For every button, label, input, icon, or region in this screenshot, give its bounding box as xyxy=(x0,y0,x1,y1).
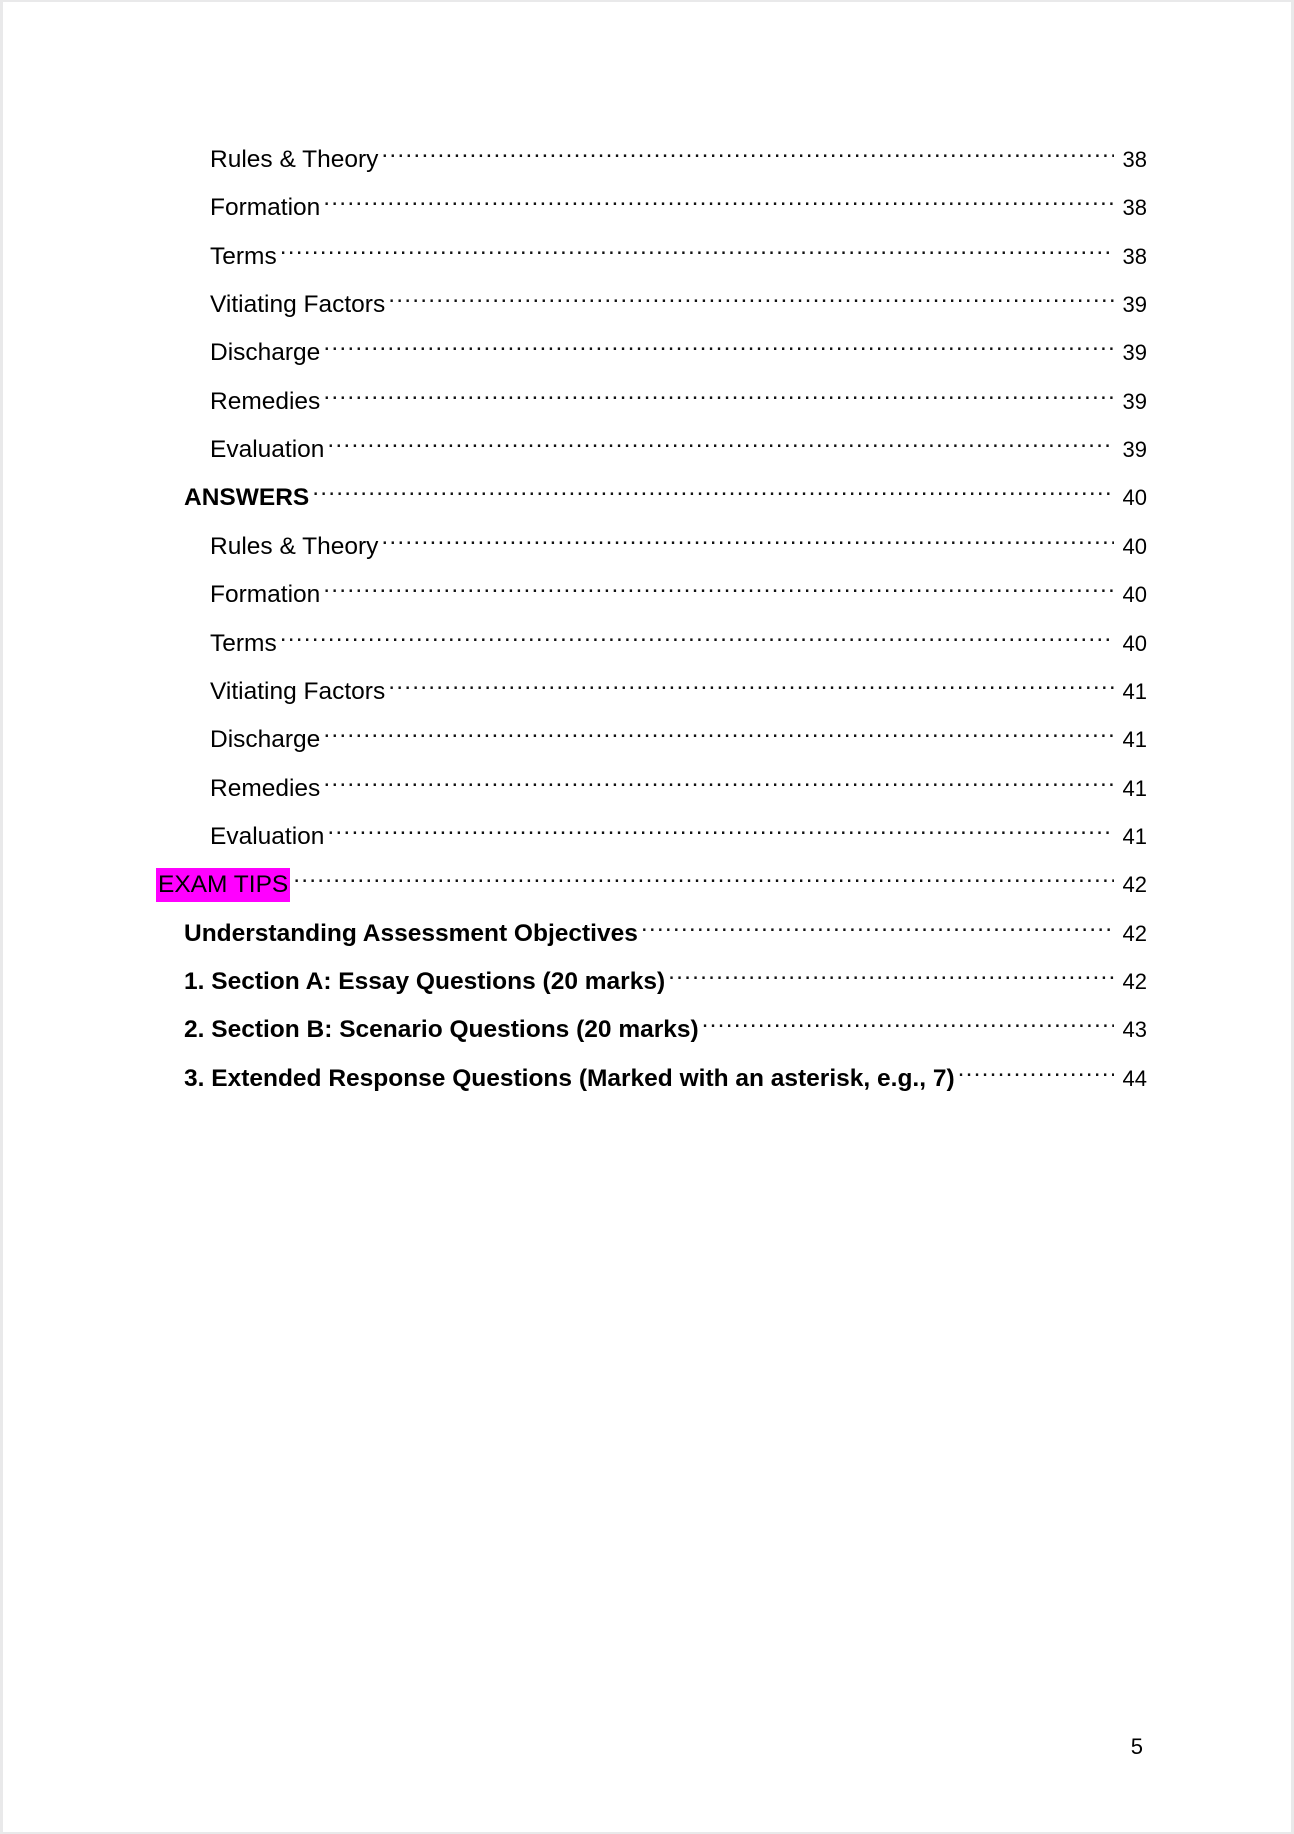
dot-leader xyxy=(381,133,1114,167)
dot-leader xyxy=(323,713,1114,747)
toc-entry-title: Formation xyxy=(210,194,321,222)
toc-entry[interactable] xyxy=(210,423,1147,464)
toc-entry-title: Rules & Theory xyxy=(210,532,379,560)
dot-leader xyxy=(958,1052,1114,1086)
document-page xyxy=(3,2,1291,1832)
dot-leader xyxy=(668,955,1114,989)
toc-entry-page-number: 41 xyxy=(1122,727,1147,753)
dot-leader xyxy=(323,181,1114,215)
toc-entry-page-number: 40 xyxy=(1122,630,1147,656)
toc-entry-title: Vitiating Factors xyxy=(210,291,386,319)
toc-entry-title: Discharge xyxy=(210,339,321,367)
toc-entry-title: Terms xyxy=(210,629,277,657)
toc-entry-page-number: 41 xyxy=(1122,823,1147,849)
toc-entry-title: Terms xyxy=(210,242,277,270)
toc-entry[interactable] xyxy=(210,326,1147,367)
dot-leader xyxy=(327,423,1114,457)
toc-entry-page-number: 41 xyxy=(1122,775,1147,801)
toc-entry-page-number: 38 xyxy=(1122,195,1147,221)
toc-entry-page-number: 44 xyxy=(1122,1065,1147,1091)
toc-entry[interactable] xyxy=(210,520,1147,560)
toc-entry[interactable] xyxy=(210,762,1147,802)
toc-entry-page-number: 42 xyxy=(1122,872,1147,898)
toc-entry-page-number: 38 xyxy=(1122,243,1147,269)
toc-entry-title: 1. Section A: Essay Questions (20 marks) xyxy=(184,967,666,995)
toc-entry-page-number: 39 xyxy=(1122,437,1147,463)
toc-entry-title: 2. Section B: Scenario Questions (20 marks) xyxy=(184,1016,699,1044)
toc-entry-title: 3. Extended Response Questions (Marked with an asterisk, e.g., 7) xyxy=(184,1064,955,1092)
toc-entry-title: Vitiating Factors xyxy=(210,677,386,705)
toc-entry-page-number: 40 xyxy=(1122,533,1147,559)
toc-entry-page-number: 39 xyxy=(1122,388,1147,414)
dot-leader xyxy=(280,617,1114,651)
toc-entry-title: Remedies xyxy=(210,774,321,802)
dot-leader xyxy=(323,375,1114,409)
dot-leader xyxy=(381,520,1114,554)
toc-entry[interactable] xyxy=(210,665,1147,705)
toc-entry[interactable] xyxy=(210,617,1147,657)
dot-leader xyxy=(388,665,1114,699)
toc-entry[interactable] xyxy=(210,375,1147,415)
toc-entry[interactable] xyxy=(210,278,1147,319)
toc-entry[interactable] xyxy=(210,133,1147,173)
toc-entry-page-number: 42 xyxy=(1122,968,1147,994)
toc-entry-page-number: 39 xyxy=(1122,292,1147,318)
dot-leader xyxy=(280,230,1114,264)
toc-entry-page-number: 41 xyxy=(1122,678,1147,704)
dot-leader xyxy=(323,568,1114,602)
dot-leader xyxy=(327,810,1114,844)
dot-leader xyxy=(312,471,1114,505)
toc-entry-page-number: 42 xyxy=(1122,920,1147,946)
toc-entry[interactable] xyxy=(184,907,1147,947)
toc-entry[interactable] xyxy=(184,1003,1147,1044)
toc-entry[interactable] xyxy=(156,858,1147,899)
toc-entry-title: EXAM TIPS xyxy=(156,868,290,902)
toc-entry-page-number: 38 xyxy=(1122,147,1147,172)
toc-entry-title: Discharge xyxy=(210,726,321,754)
toc-entry-title: Evaluation xyxy=(210,436,325,464)
toc-entry[interactable] xyxy=(184,471,1147,512)
footer-page-number: 5 xyxy=(1130,1734,1143,1759)
toc-entry-title: Evaluation xyxy=(210,822,325,850)
toc-entry-title: ANSWERS xyxy=(184,484,310,512)
dot-leader xyxy=(293,858,1114,892)
dot-leader xyxy=(388,278,1114,312)
toc-entry[interactable] xyxy=(210,230,1147,270)
toc-entry[interactable] xyxy=(210,568,1147,609)
dot-leader xyxy=(323,326,1114,360)
dot-leader xyxy=(323,762,1114,796)
dot-leader xyxy=(641,907,1114,941)
toc-entry-page-number: 40 xyxy=(1122,582,1147,608)
toc-entry-title: Understanding Assessment Objectives xyxy=(184,919,638,947)
toc-entry-title: Rules & Theory xyxy=(210,146,379,173)
toc-entry[interactable] xyxy=(210,181,1147,222)
toc-entry-page-number: 40 xyxy=(1122,485,1147,511)
toc-entry-title: Formation xyxy=(210,581,321,609)
toc-entry[interactable] xyxy=(210,810,1147,850)
toc-entry[interactable] xyxy=(184,955,1147,995)
toc-entry-title: Remedies xyxy=(210,387,321,415)
toc-entry-page-number: 43 xyxy=(1122,1017,1147,1043)
toc-entry[interactable] xyxy=(184,1052,1147,1092)
toc-entry-page-number: 39 xyxy=(1122,340,1147,366)
dot-leader xyxy=(702,1003,1114,1037)
toc-entry[interactable] xyxy=(210,713,1147,754)
